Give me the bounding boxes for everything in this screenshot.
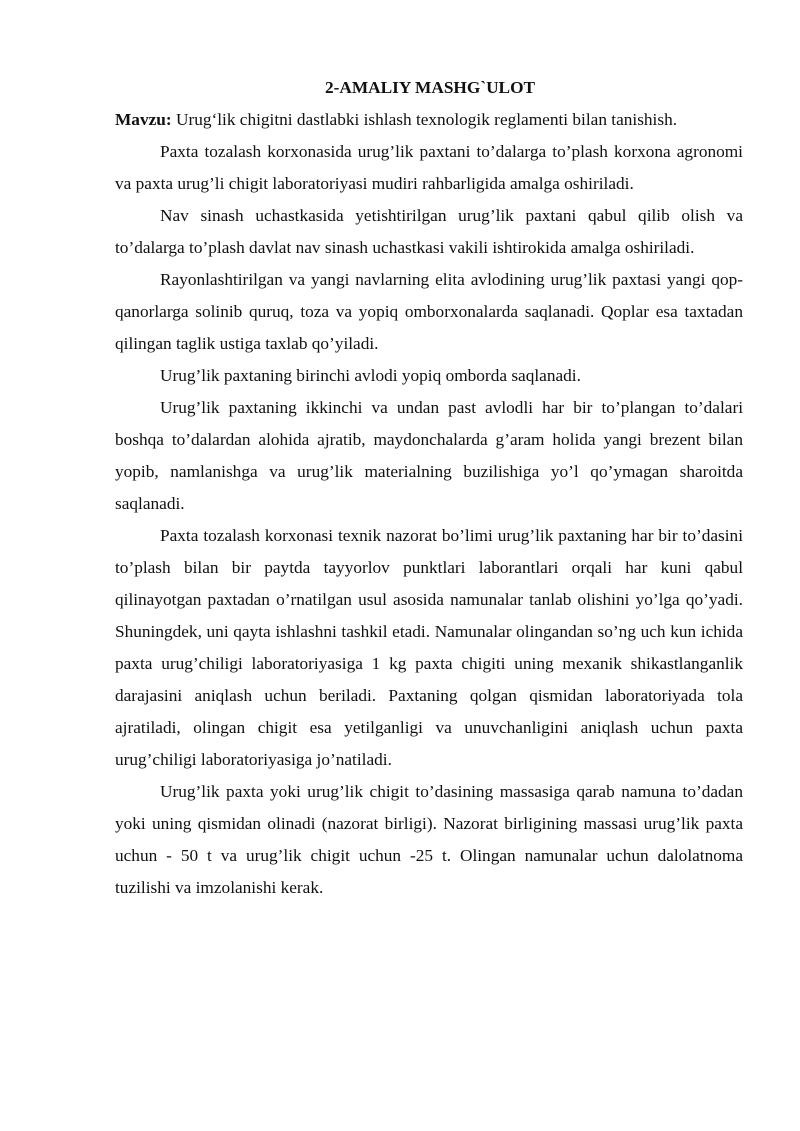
paragraph: Urug’lik paxta yoki urug’lik chigit to’dasining massasiga qarab namuna to’dadan yoki uning qismidan olinadi (nazorat birligi). Nazorat birligining massasi urug’lik paxta uchun - 50 t va urug’lik chigit uchun -25 t. Olingan namunalar uchun dalolatnoma tuzilishi va imzolanishi kerak. — [115, 782, 743, 897]
paragraph: Paxta tozalash korxonasida urug’lik paxtani to’dalarga to’plash korxona agronomi va paxta urug’li chigit laboratoriyasi mudiri rahbarligida amalga oshiriladi. — [115, 142, 743, 193]
paragraph: Urug’lik paxtaning ikkinchi va undan past avlodli har bir to’plangan to’dalari boshqa to’dalardan alohida ajratib, maydonchalarda g’aram holida yangi brezent bilan yopib, namlanishga va urug’lik materialning buzilishiga yo’l qo’ymagan sharoitda saqlanadi. — [115, 398, 743, 513]
paragraph: Rayonlashtirilgan va yangi navlarning elita avlodining urug’lik paxtasi yangi qop-qanorlarga solinib quruq, toza va yopiq omborxonalarda saqlanadi. Qoplar esa taxtadan qilingan taglik ustiga taxlab qo’yiladi. — [115, 270, 743, 353]
topic-label: Mavzu: — [115, 110, 172, 129]
document-title: 2-AMALIY MASHG`ULOT — [324, 78, 536, 97]
document-page — [115, 72, 743, 904]
topic-text: Urug‘lik chigitni dastlabki ishlash texnologik reglamenti bilan tanishish. — [171, 110, 678, 129]
paragraph: Nav sinash uchastkasida yetishtirilgan urug’lik paxtani qabul qilib olish va to’dalarga to’plash davlat nav sinash uchastkasi vakili ishtirokida amalga oshiriladi. — [115, 206, 743, 257]
topic-line — [115, 104, 743, 136]
paragraph: Paxta tozalash korxonasi texnik nazorat bo’limi urug’lik paxtaning har bir to’dasini to’plash bilan bir paytda tayyorlov punktlari laborantlari orqali har kuni qabul qilinayotgan paxtadan o’rnatilgan usul asosida namunalar tanlab olishini yo’lga qo’yadi. Shuningdek, uni qayta ishlashni tashkil etadi. Namunalar olingandan so’ng uch kun ichida paxta urug’chiligi laboratoriyasiga 1 kg paxta chigiti uning mexanik shikastlanganlik darajasini aniqlash uchun beriladi. Paxtaning qolgan qismidan laboratoriyada tola ajratiladi, olingan chigit esa yetilganligi va unuvchanligini aniqlash uchun paxta urug’chiligi laboratoriyasiga jo’natiladi. — [115, 526, 743, 769]
paragraph: Urug’lik paxtaning birinchi avlodi yopiq omborda saqlanadi. — [160, 366, 581, 385]
